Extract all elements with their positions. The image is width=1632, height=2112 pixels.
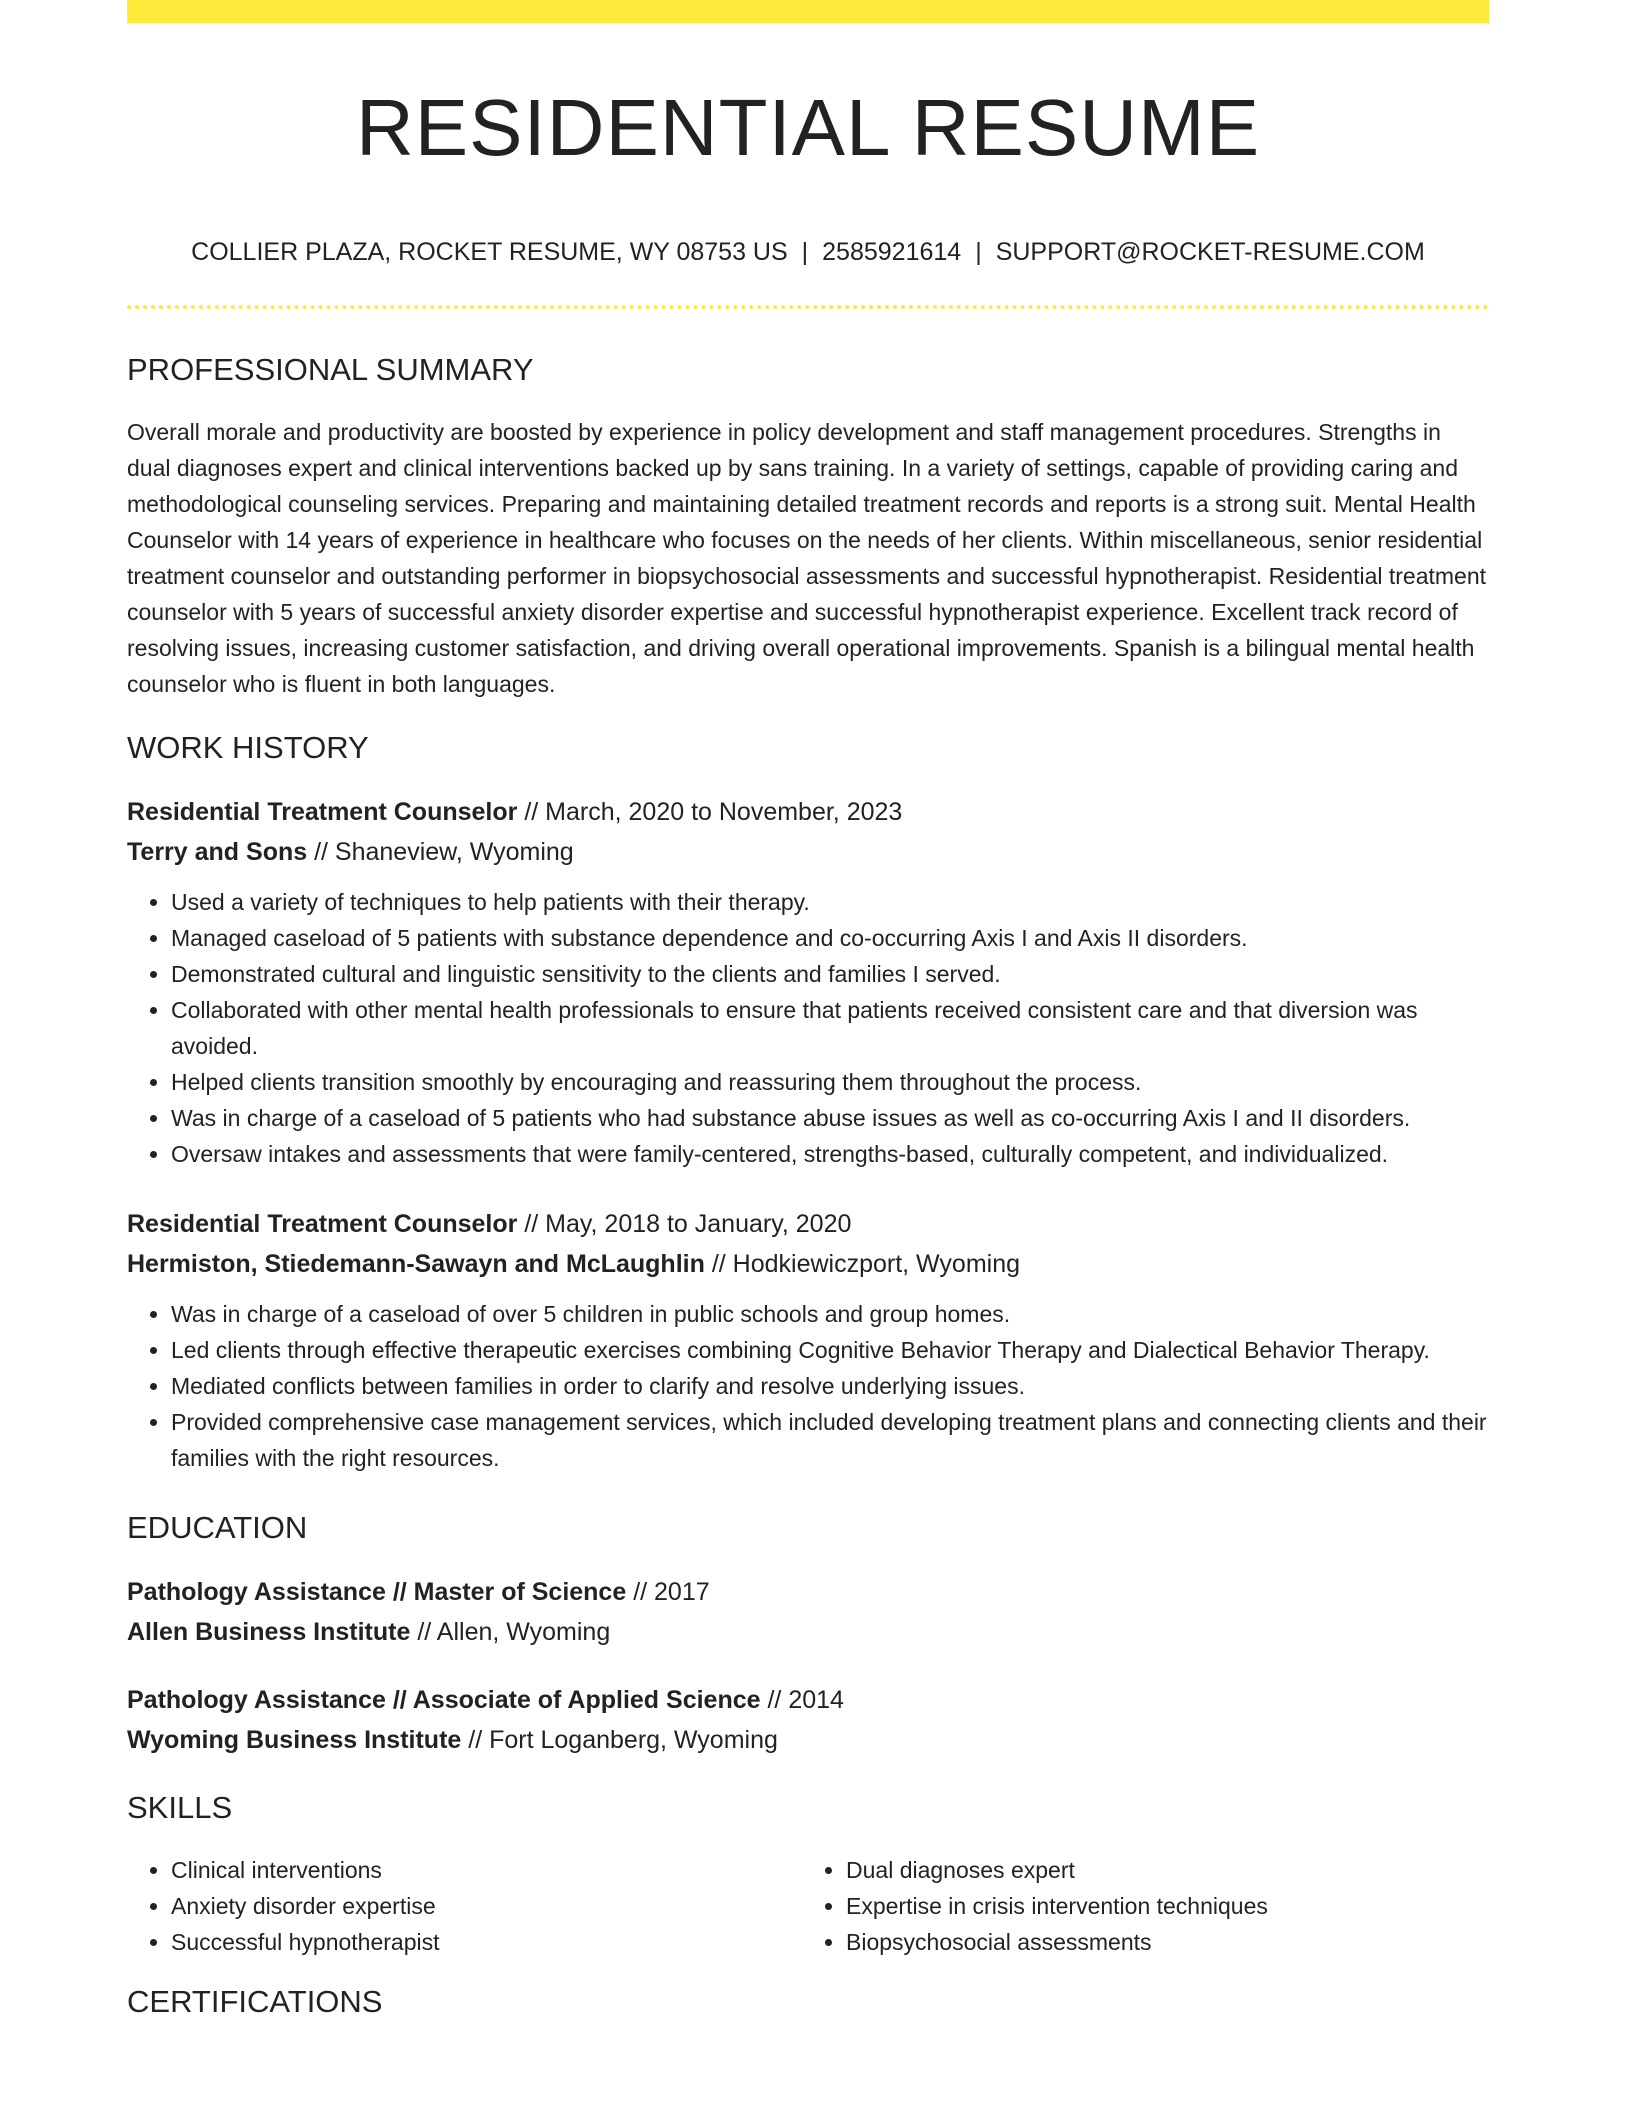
school-line bbox=[127, 1612, 1489, 1652]
school: Allen Business Institute bbox=[127, 1618, 411, 1646]
job-bullets bbox=[127, 884, 1489, 1172]
list-item: • Used a variety of techniques to help patients with their therapy. bbox=[171, 884, 1489, 920]
skills-right-column bbox=[802, 1852, 1477, 1960]
education-title: EDUCATION bbox=[127, 1510, 308, 1545]
job-dates: // March, 2020 to November, 2023 bbox=[517, 798, 903, 826]
phone: 2585921614 bbox=[822, 238, 962, 266]
education-entry bbox=[127, 1680, 1489, 1760]
contact-separator: | bbox=[975, 238, 982, 266]
job-company: Hermiston, Stiedemann-Sawayn and McLaughlin bbox=[127, 1250, 705, 1278]
skill-item: • Clinical interventions bbox=[171, 1852, 802, 1888]
list-item: • Managed caseload of 5 patients with substance dependence and co-occurring Axis I and Axis II disorders. bbox=[171, 920, 1489, 956]
school-location: // Fort Loganberg, Wyoming bbox=[461, 1726, 778, 1754]
job-title-line bbox=[127, 1204, 1489, 1244]
job-bullets bbox=[127, 1296, 1489, 1476]
resume-name: RESIDENTIAL RESUME bbox=[355, 83, 1261, 172]
job-entry bbox=[127, 1204, 1489, 1476]
list-item: • Helped clients transition smoothly by encouraging and reassuring them throughout the process. bbox=[171, 1064, 1489, 1100]
skill-item: • Anxiety disorder expertise bbox=[171, 1888, 802, 1924]
list-item: • Was in charge of a caseload of over 5 children in public schools and group homes. bbox=[171, 1296, 1489, 1332]
contact-line bbox=[127, 236, 1489, 268]
skill-item: • Successful hypnotherapist bbox=[171, 1924, 802, 1960]
work-history-title: WORK HISTORY bbox=[127, 730, 369, 765]
education-entry bbox=[127, 1572, 1489, 1652]
degree-line bbox=[127, 1572, 1489, 1612]
degree: Pathology Assistance // Associate of Applied Science bbox=[127, 1686, 761, 1714]
job-company: Terry and Sons bbox=[127, 838, 308, 866]
list-item: • Led clients through effective therapeutic exercises combining Cognitive Behavior Therapy and Dialectical Behavior Therapy. bbox=[171, 1332, 1489, 1368]
list-item: • Mediated conflicts between families in order to clarify and resolve underlying issues. bbox=[171, 1368, 1489, 1404]
certifications-title: CERTIFICATIONS bbox=[127, 1984, 383, 2019]
job-location: // Hodkiewiczport, Wyoming bbox=[704, 1250, 1021, 1278]
skills-title: SKILLS bbox=[127, 1790, 233, 1825]
list-item: • Provided comprehensive case management services, which included developing treatment plans and connecting clients and their families with the right resources. bbox=[171, 1404, 1489, 1476]
list-item: • Collaborated with other mental health professionals to ensure that patients received consistent care and that diversion was avoided. bbox=[171, 992, 1489, 1064]
degree-year: // 2017 bbox=[626, 1578, 710, 1606]
skill-item: • Expertise in crisis intervention techniques bbox=[846, 1888, 1477, 1924]
job-position: Residential Treatment Counselor bbox=[127, 798, 518, 826]
address: COLLIER PLAZA, ROCKET RESUME, WY 08753 US bbox=[191, 238, 788, 266]
skill-item: • Biopsychosocial assessments bbox=[846, 1924, 1477, 1960]
job-company-line bbox=[127, 1244, 1489, 1284]
email: SUPPORT@ROCKET-RESUME.COM bbox=[995, 238, 1425, 266]
skills-grid bbox=[127, 1852, 1489, 1960]
school-line bbox=[127, 1720, 1489, 1760]
school-location: // Allen, Wyoming bbox=[410, 1618, 611, 1646]
list-item: • Demonstrated cultural and linguistic sensitivity to the clients and families I served. bbox=[171, 956, 1489, 992]
summary-text: Overall morale and productivity are boosted by experience in policy development and staff management procedures. Strengths in dual diagnoses expert and clinical interventions backed up by sans training. In a variety of settings, capable of providing caring and methodological counseling services. Preparing and maintaining detailed treatment records and reports is a strong suit. Mental Health Counselor with 14 years of experience in healthcare who focuses on the needs of her clients. Within miscellaneous, senior residential treatment counselor and outstanding performer in biopsychosocial assessments and successful hypnotherapist. Residential treatment counselor with 5 years of successful anxiety disorder expertise and successful hypnotherapist experience. Excellent track record of resolving issues, increasing customer satisfaction, and driving overall operational improvements. Spanish is a bilingual mental health counselor who is fluent in both languages. bbox=[127, 419, 1487, 697]
job-entry bbox=[127, 792, 1489, 1172]
list-item: • Was in charge of a caseload of 5 patients who had substance abuse issues as well as co-occurring Axis I and II disorders. bbox=[171, 1100, 1489, 1136]
summary-title: PROFESSIONAL SUMMARY bbox=[127, 352, 534, 387]
dotted-divider bbox=[127, 305, 1489, 309]
job-title-line bbox=[127, 792, 1489, 832]
degree-line bbox=[127, 1680, 1489, 1720]
job-position: Residential Treatment Counselor bbox=[127, 1210, 518, 1238]
skill-item: • Dual diagnoses expert bbox=[846, 1852, 1477, 1888]
degree-year: // 2014 bbox=[760, 1686, 844, 1714]
list-item: • Oversaw intakes and assessments that were family-centered, strengths-based, culturally competent, and individualized. bbox=[171, 1136, 1489, 1172]
skills-left-column bbox=[127, 1852, 802, 1960]
resume-body bbox=[127, 350, 1489, 2046]
school: Wyoming Business Institute bbox=[127, 1726, 462, 1754]
job-company-line bbox=[127, 832, 1489, 872]
degree: Pathology Assistance // Master of Science bbox=[127, 1578, 627, 1606]
job-location: // Shaneview, Wyoming bbox=[307, 838, 574, 866]
job-dates: // May, 2018 to January, 2020 bbox=[517, 1210, 852, 1238]
accent-top-bar bbox=[127, 0, 1489, 23]
contact-separator: | bbox=[801, 238, 809, 266]
